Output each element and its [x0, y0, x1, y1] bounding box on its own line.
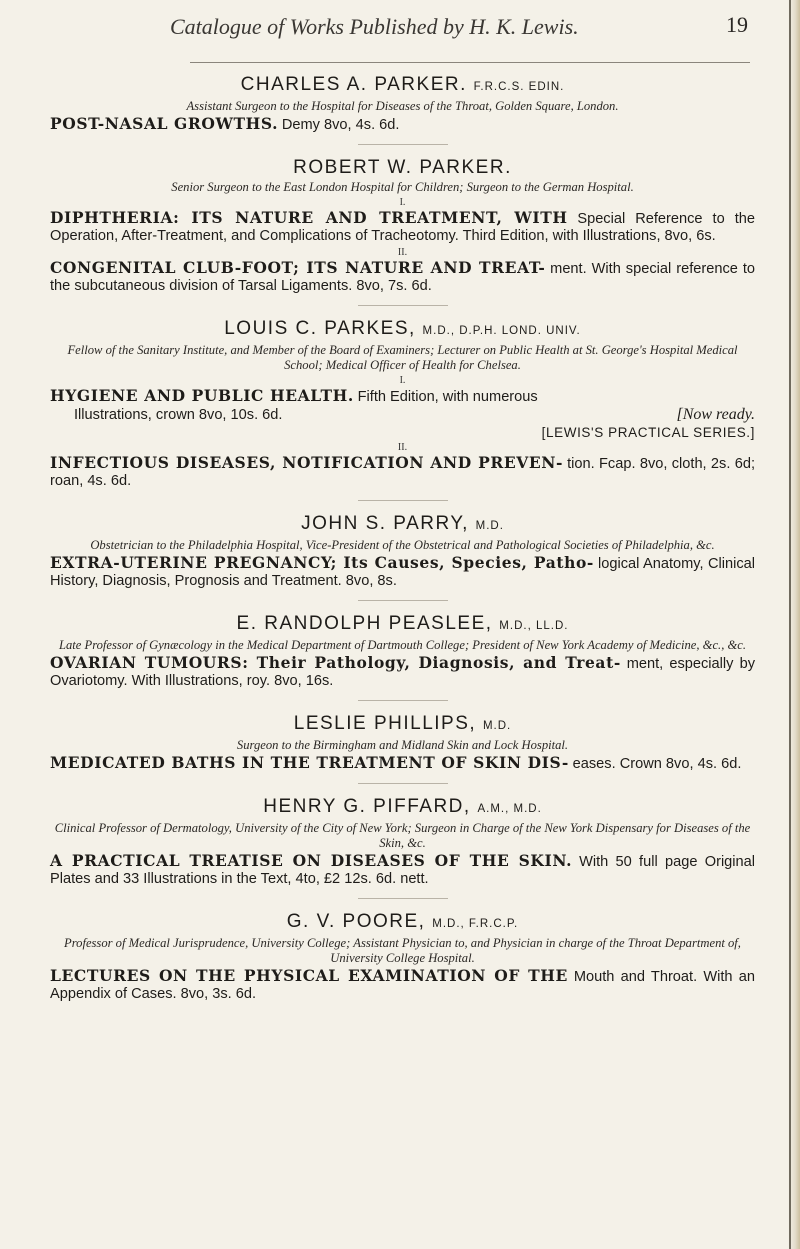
work-item: [50, 654, 755, 690]
page-number: 19: [726, 12, 748, 37]
series-note: [LEWIS'S PRACTICAL SERIES.]: [541, 425, 755, 440]
work-description: Mouth and Throat. With an Appendix of Cases. 8vo, 3s. 6d.: [50, 969, 755, 1002]
author-name: LOUIS C. PARKES,: [224, 318, 416, 339]
page-edge-line: [789, 0, 791, 1249]
running-title: Catalogue of Works Published by H. K. Lewis.: [170, 14, 579, 39]
work-title: A PRACTICAL TREATISE ON DISEASES OF THE SKIN.: [50, 851, 573, 870]
author-degrees: M.D., LL.D.: [499, 620, 569, 632]
author-heading: [50, 318, 755, 342]
availability-note: [Now ready.: [676, 406, 755, 423]
work-description: With 50 full page Original Plates and 33 Illustrations in the Text, 4to, £2 12s. 6d. nett.: [50, 854, 756, 887]
author-heading: [50, 513, 755, 537]
work-item: [50, 852, 755, 888]
work-item: [50, 454, 755, 490]
author-heading: [50, 796, 755, 820]
work-title: MEDICATED BATHS IN THE TREATMENT OF SKIN DIS-: [50, 753, 569, 772]
author-heading: [50, 911, 755, 935]
work-description: logical Anatomy, Clinical History, Diagnosis, Prognosis and Treatment. 8vo, 8s.: [50, 556, 755, 589]
work-numeral: II.: [397, 247, 408, 258]
author-degrees: M.D., F.R.C.P.: [432, 918, 519, 930]
page-header: [0, 10, 800, 50]
author-affiliation: Professor of Medical Jurisprudence, University College; Assistant Physician to, and Physician in charge of the Throat Department of, University College Hospital.: [64, 936, 741, 965]
catalogue-entry: [50, 713, 755, 773]
author-name: CHARLES A. PARKER.: [240, 74, 467, 95]
work-numeral: I.: [399, 375, 406, 386]
entry-divider: [358, 600, 448, 601]
author-heading: [50, 613, 755, 637]
work-item: [50, 259, 755, 295]
work-numeral: I.: [399, 197, 406, 208]
author-affiliation: Clinical Professor of Dermatology, University of the City of New York; Surgeon in Charge of the New York Dispensary for Diseases of the Skin, &c.: [54, 821, 751, 850]
entry-divider: [358, 305, 448, 306]
work-item: [50, 754, 755, 773]
author-name: LESLIE PHILLIPS,: [293, 713, 477, 734]
work-description: ment, especially by Ovariotomy. With Illustrations, roy. 8vo, 16s.: [50, 656, 755, 689]
work-title: LECTURES ON THE PHYSICAL EXAMINATION OF THE: [50, 966, 568, 985]
work-title: CONGENITAL CLUB-FOOT; ITS NATURE AND TREAT-: [50, 258, 546, 277]
work-item: [50, 115, 755, 134]
work-description: Fifth Edition, with numerous: [357, 389, 538, 405]
work-item: [50, 387, 755, 406]
author-name: JOHN S. PARRY,: [301, 513, 469, 534]
work-item: [50, 967, 755, 1003]
author-affiliation: Late Professor of Gynæcology in the Medical Department of Dartmouth College; President of New York Academy of Medicine, &c., &c.: [58, 638, 747, 652]
author-affiliation: Surgeon to the Birmingham and Midland Skin and Lock Hospital.: [236, 738, 569, 752]
work-status-row: [50, 406, 755, 424]
work-description: ment. With special reference to the subcutaneous division of Tarsal Ligaments. 8vo, 7s. 6d.: [50, 261, 756, 294]
work-description: eases. Crown 8vo, 4s. 6d.: [572, 756, 742, 772]
entry-divider: [358, 898, 448, 899]
work-title: POST-NASAL GROWTHS.: [50, 114, 279, 133]
catalogue-entry: [50, 911, 755, 1003]
work-item: [50, 209, 755, 245]
work-item: [50, 554, 755, 590]
author-name: E. RANDOLPH PEASLEE,: [236, 613, 493, 634]
catalogue-entry: [50, 157, 755, 295]
work-description-cont: Illustrations, crown 8vo, 10s. 6d.: [74, 407, 283, 423]
work-description: Demy 8vo, 4s. 6d.: [281, 117, 400, 133]
author-heading: [50, 74, 755, 98]
author-degrees: F.R.C.S. EDIN.: [473, 81, 565, 93]
author-degrees: A.M., M.D.: [477, 803, 542, 815]
catalogue-entry: [50, 513, 755, 590]
author-name: G. V. POORE,: [286, 911, 426, 932]
author-name: ROBERT W. PARKER.: [293, 157, 512, 178]
work-description: Special Reference to the Operation, After-Treatment, and Complications of Tracheotomy. Third Edition, with Illustrations, 8vo, 6s.: [50, 211, 756, 244]
entry-divider: [358, 144, 448, 145]
entry-divider: [358, 500, 448, 501]
work-title: HYGIENE AND PUBLIC HEALTH.: [50, 386, 354, 405]
work-title: OVARIAN TUMOURS: Their Pathology, Diagnosis, and Treat-: [50, 653, 621, 672]
work-title: DIPHTHERIA: ITS NATURE AND TREATMENT, WITH: [50, 208, 568, 227]
entry-divider: [358, 783, 448, 784]
header-rule: [190, 62, 750, 63]
work-description: tion. Fcap. 8vo, cloth, 2s. 6d; roan, 4s. 6d.: [50, 456, 755, 489]
author-affiliation: Senior Surgeon to the East London Hospital for Children; Surgeon to the German Hospital.: [171, 180, 634, 194]
entry-divider: [358, 700, 448, 701]
work-title: EXTRA-UTERINE PREGNANCY; Its Causes, Species, Patho-: [50, 553, 594, 572]
author-degrees: M.D., D.P.H. LOND. UNIV.: [422, 325, 581, 337]
catalogue-entry: [50, 74, 755, 134]
author-affiliation: Assistant Surgeon to the Hospital for Diseases of the Throat, Golden Square, London.: [186, 99, 619, 113]
catalogue-entry: [50, 318, 755, 490]
author-heading: [50, 713, 755, 737]
catalogue-entry: [50, 796, 755, 888]
catalogue-entry: [50, 613, 755, 690]
author-name: HENRY G. PIFFARD,: [263, 796, 471, 817]
work-numeral: II.: [397, 442, 408, 453]
author-heading: [50, 157, 755, 179]
author-degrees: M.D.: [475, 520, 504, 532]
catalogue-entries: [50, 74, 755, 1003]
author-affiliation: Fellow of the Sanitary Institute, and Member of the Board of Examiners; Lecturer on Public Health at St. George's Hospital Medical School; Medical Officer of Health for Chelsea.: [67, 343, 738, 372]
author-affiliation: Obstetrician to the Philadelphia Hospital, Vice-President of the Obstetrical and Pathological Societies of Philadelphia, &c.: [90, 538, 715, 552]
author-degrees: M.D.: [482, 720, 512, 732]
work-title: INFECTIOUS DISEASES, NOTIFICATION AND PREVEN-: [50, 453, 564, 472]
